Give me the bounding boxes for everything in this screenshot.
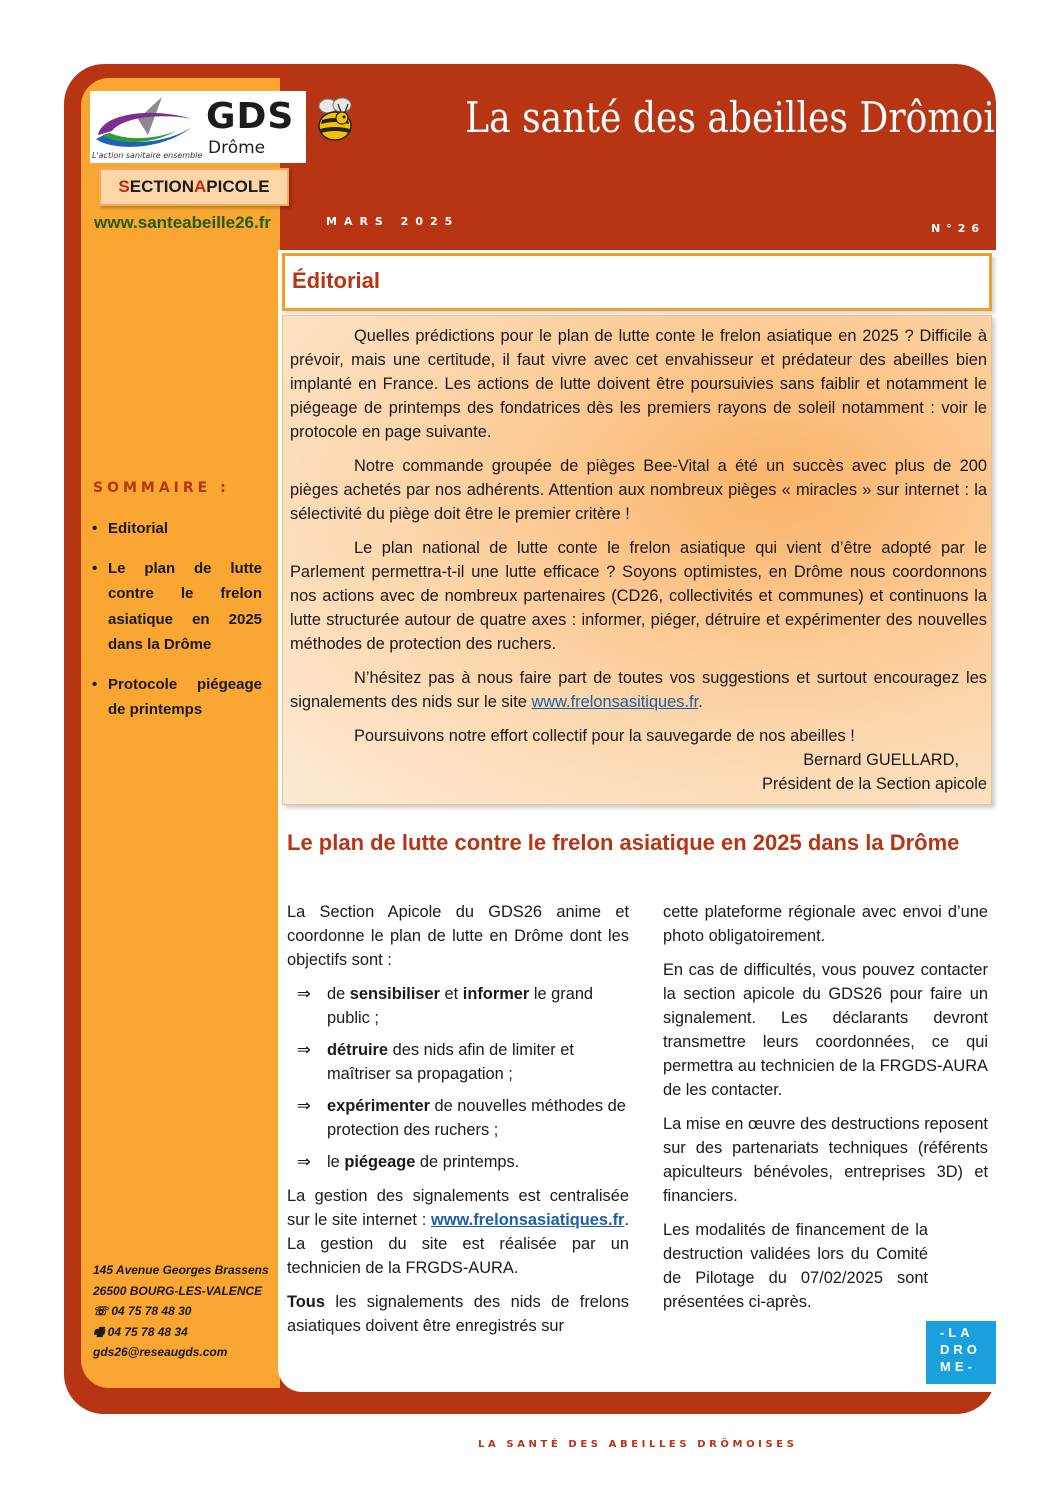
objective-bold: expérimenter — [327, 1097, 430, 1115]
article-intro: La Section Apicole du GDS26 anime et coordonne le plan de lutte en Drôme dont les objectifs sont : — [287, 903, 629, 969]
editorial-paragraph: Le plan national de lutte conte le frelon asiatique qui vient d’être adopté par le Parlement permettra-t-il une lutte efficace ? Soyons optimistes, en Drôme nous coordonnons nos actions avec de nombreux partenaires (CD26, collectivités et communes) et continuons la lutte structurée autour de quatre axes : informer, piéger, détruire et expérimenter des nouvelles méthodes de protection des ruchers. — [290, 539, 987, 653]
address-city: 26500 BOURG-LES-VALENCE — [93, 1283, 263, 1298]
frelonsasiatiques-link[interactable]: www.frelonsasiatiques.fr — [431, 1211, 625, 1229]
issue-date: MARS 2025 — [326, 215, 460, 228]
editorial-closing: Poursuivons notre effort collectif pour la sauvegarde de nos abeilles ! — [354, 727, 855, 745]
gds-logo — [90, 91, 306, 163]
objective-bold: détruire — [327, 1041, 389, 1059]
objective-bold: sensibiliser — [349, 985, 440, 1003]
article-paragraph: La mise en œuvre des destructions reposent sur des partenariats techniques (référents apiculteurs bénévoles, entreprises 3D) et financiers. — [663, 1115, 988, 1205]
logo-tagline: L'action sanitaire ensemble — [92, 151, 203, 160]
objective-bold: piégeage — [344, 1153, 416, 1171]
address-phone: 04 75 78 48 30 — [111, 1304, 192, 1318]
badge-line: DRO — [940, 1342, 981, 1357]
logo-name: GDS — [206, 96, 295, 137]
article-paragraph: En cas de difficultés, vous pouvez contacter la section apicole du GDS26 pour faire un signalement. Les déclarants devront transmettre leurs coordonnées, ce qui permettra au technicien de la FRGDS-AURA de les contacter. — [663, 961, 988, 1099]
section-label-picole: PICOLE — [206, 177, 270, 196]
objective-item — [287, 982, 629, 1030]
objective-text: de nouvelles méthodes de protection des ruchers ; — [327, 1097, 626, 1139]
sommaire-item[interactable]: • Editorial — [92, 516, 262, 542]
editorial-text: . — [698, 693, 703, 711]
website-link[interactable]: www.santeabeille26.fr — [94, 213, 271, 232]
address-block — [93, 1260, 269, 1363]
sommaire-item[interactable]: • Protocole piégeage de printemps — [92, 672, 262, 723]
signature-name: Bernard GUELLARD, — [803, 751, 959, 769]
sommaire-list — [92, 516, 262, 737]
article-text: les signalements des nids de frelons asiatiques doivent être enregistrés sur — [287, 1293, 629, 1335]
logo-region: Drôme — [208, 138, 266, 158]
article-paragraph: Les modalités de financement de la destruction validées lors du Comité de Pilotage du 07/02/2025 sont présentées ci-après. — [663, 1221, 928, 1311]
badge-line: -LA — [940, 1325, 974, 1340]
arrow-icon: ⇒ — [297, 985, 311, 1003]
editorial-title: Éditorial — [292, 268, 381, 293]
address-fax-line — [93, 1322, 269, 1343]
editorial-paragraph — [290, 666, 987, 714]
gds-swoosh-icon — [92, 95, 194, 155]
phone-icon: ☏ — [93, 1304, 112, 1318]
fax-icon: 🖷 — [93, 1324, 108, 1339]
objective-bold: informer — [462, 985, 530, 1003]
editorial-title-box — [282, 253, 992, 311]
arrow-icon: ⇒ — [297, 1097, 311, 1115]
badge-line: ME- — [940, 1359, 976, 1374]
objective-text: le grand public ; — [327, 985, 594, 1027]
objective-text: de printemps. — [415, 1153, 520, 1171]
frelons-link[interactable]: www.frelonsasitiques.fr — [531, 693, 699, 711]
article-left-column — [287, 900, 629, 1348]
header-title: La santé des abeilles Drômoises — [465, 93, 1054, 142]
objectives-list — [287, 982, 629, 1174]
objective-item — [287, 1038, 629, 1086]
issue-number: N°26 — [930, 222, 985, 235]
sommaire-title: SOMMAIRE : — [93, 480, 230, 496]
arrow-icon: ⇒ — [297, 1153, 311, 1171]
editorial-box — [282, 315, 992, 805]
bee-icon — [312, 96, 358, 144]
objective-item — [287, 1094, 629, 1142]
address-email[interactable]: gds26@reseaugds.com — [93, 1345, 228, 1359]
article-title: Le plan de lutte contre le frelon asiatique en 2025 dans la Drôme — [287, 830, 960, 855]
tous-paragraph — [287, 1290, 629, 1338]
arrow-icon: ⇒ — [297, 1041, 311, 1059]
sommaire-item[interactable]: • Le plan de lutte contre le frelon asiatique en 2025 dans la Drôme — [92, 556, 262, 658]
editorial-paragraph: Notre commande groupée de pièges Bee-Vital a été un succès avec plus de 200 pièges achetés par nos adhérents. Attention aux nombreux pièges « miracles » sur internet : la sélectivité du piège doit être le premier critère ! — [290, 457, 987, 523]
objective-text: de — [327, 985, 350, 1003]
article-text: . La gestion du site est réalisée par un technicien de la FRGDS-AURA. — [287, 1211, 629, 1277]
article-paragraph: cette plateforme régionale avec envoi d’une photo obligatoirement. — [663, 903, 988, 945]
la-drome-logo — [926, 1321, 996, 1384]
article-bold: Tous — [287, 1293, 325, 1311]
address-phone-line — [93, 1301, 269, 1322]
footer-title: LA SANTÉ DES ABEILLES DRÔMOISES — [478, 1439, 798, 1450]
section-apicole-button[interactable] — [99, 168, 289, 206]
address-fax: 04 75 78 48 34 — [107, 1324, 188, 1339]
article-right-column — [663, 900, 988, 1324]
objective-item — [287, 1150, 629, 1174]
editorial-paragraph: Quelles prédictions pour le plan de lutte conte le frelon asiatique en 2025 ? Difficile à prévoir, mais une certitude, il faut vivre avec cet envahisseur et prédateur des abeilles bien implanté en France. Les actions de lutte doivent être poursuivies sans faiblir et notamment le piégeage de printemps des fondatrices dès les premiers rayons de soleil notamment : voir le protocole en page suivante. — [290, 327, 987, 441]
article-text: La gestion des signalements est centralisée sur le site internet : — [287, 1187, 629, 1229]
gestion-paragraph — [287, 1184, 629, 1280]
objective-text: et — [440, 985, 463, 1003]
section-label-a: A — [194, 177, 207, 196]
signature-role: Président de la Section apicole — [761, 775, 987, 793]
section-label-ection: ECTION — [129, 177, 194, 196]
address-street: 145 Avenue Georges Brassens — [93, 1263, 269, 1277]
editorial-text: N’hésitez pas à nous faire part de toutes vos suggestions et surtout encouragez les signalements des nids sur le site — [290, 669, 987, 711]
objective-text: le — [327, 1153, 345, 1171]
section-label-s: S — [118, 177, 130, 196]
objective-text: des nids afin de limiter et maîtriser sa propagation ; — [327, 1041, 574, 1083]
